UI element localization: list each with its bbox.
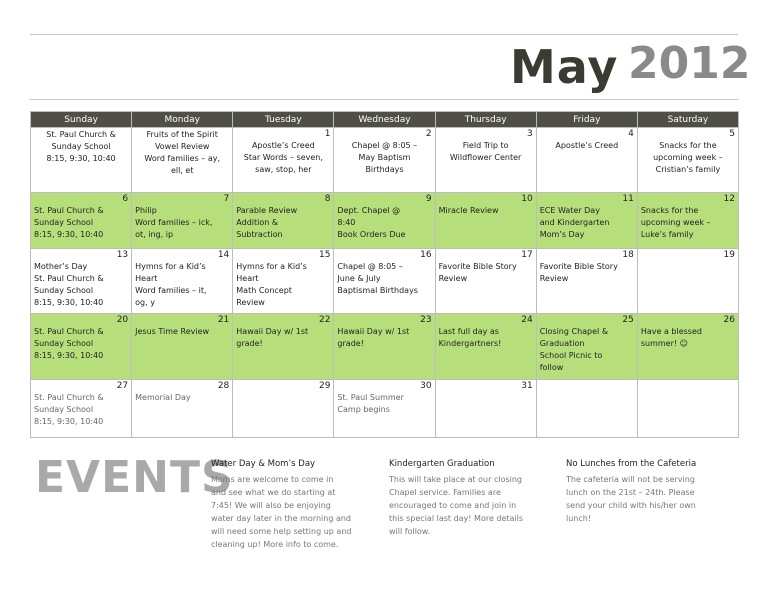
day-number: 22: [318, 315, 331, 325]
day-number: 9: [425, 194, 432, 204]
weekday-sunday: Sunday: [31, 112, 132, 128]
day-cell: [637, 314, 738, 380]
day-events: Hymns for a Kid’s Heart Word families – it, og, y: [135, 262, 207, 307]
weekday-header-row: [31, 112, 739, 128]
day-number: 3: [526, 129, 533, 139]
day-number: 4: [628, 129, 634, 139]
event-heading: Kindergarten Graduation: [389, 459, 495, 469]
day-cell: [31, 314, 132, 380]
day-cell: [233, 380, 334, 438]
day-cell: [334, 314, 435, 380]
day-events: Favorite Bible Story Review: [539, 262, 618, 283]
day-number: 27: [116, 381, 129, 391]
event-block: [211, 458, 381, 551]
day-number: 23: [420, 315, 432, 325]
calendar-grid: [30, 111, 739, 438]
event-heading: No Lunches from the Cafeteria: [566, 459, 697, 469]
day-events: Dept. Chapel @ 8:40 Book Orders Due: [337, 206, 406, 239]
day-events: Chapel @ 8:05 – May Baptism Birthdays: [351, 141, 418, 174]
day-number: 16: [420, 250, 432, 260]
week-row-1: [31, 128, 739, 193]
day-number: 18: [622, 250, 634, 260]
day-cell: [132, 380, 233, 438]
weekday-tuesday: Tuesday: [233, 112, 334, 128]
day-number: 21: [217, 315, 230, 325]
day-number: 20: [116, 315, 129, 325]
day-number: 5: [729, 129, 735, 139]
day-events: Last full day as Kindergartners!: [438, 327, 502, 348]
day-cell: [637, 380, 738, 438]
day-cell: [536, 249, 637, 314]
day-events: St. Paul Church & Sunday School 8:15, 9:30, 10:40: [34, 393, 104, 426]
day-number: 10: [521, 194, 533, 204]
weekday-thursday: Thursday: [435, 112, 536, 128]
day-number: 12: [723, 194, 735, 204]
day-cell: [536, 314, 637, 380]
weekday-saturday: Saturday: [637, 112, 738, 128]
day-cell: [233, 128, 334, 193]
weekday-monday: Monday: [132, 112, 233, 128]
month-title: May: [510, 40, 619, 94]
day-number: 29: [318, 381, 331, 391]
weekday-friday: Friday: [536, 112, 637, 128]
week-row-2: [31, 193, 739, 249]
day-number: 30: [420, 381, 432, 391]
top-rule: [30, 34, 738, 35]
day-events: St. Paul Church & Sunday School 8:15, 9:30, 10:40: [34, 206, 104, 239]
day-number: 14: [217, 250, 230, 260]
event-body: This will take place at our closing Chapel service. Families are encouraged to come and join in this special last day! More details will follow.: [389, 475, 524, 536]
day-events: Apostle’s Creed Star Words – seven, saw, stop, her: [243, 141, 323, 174]
day-cell: [637, 249, 738, 314]
day-cell: [435, 249, 536, 314]
events-title: EVENTS: [35, 452, 234, 503]
day-cell: [536, 193, 637, 249]
day-events: Snacks for the upcoming week – Luke’s family: [640, 206, 711, 239]
day-events: Chapel @ 8:05 – June & July Baptismal Birthdays: [337, 262, 418, 295]
day-cell: [233, 314, 334, 380]
day-cell: [637, 193, 738, 249]
day-cell: [132, 249, 233, 314]
day-events: Hymns for a Kid’s Heart Math Concept Review: [236, 262, 307, 307]
day-events: Parable Review Addition & Subtraction: [236, 206, 298, 239]
day-cell: [334, 193, 435, 249]
event-block: [566, 458, 738, 525]
week-row-3: [31, 249, 739, 314]
day-cell: [637, 128, 738, 193]
day-cell: [31, 380, 132, 438]
day-cell: [435, 314, 536, 380]
day-cell: [435, 193, 536, 249]
day-events: Apostle’s Creed: [555, 141, 619, 150]
day-events: Hawaii Day w/ 1st grade!: [337, 327, 410, 348]
day-cell: [233, 249, 334, 314]
event-body: Moms are welcome to come in and see what we do starting at 7:45! We will also be enjoying water day later in the morning and will need some help setting up and cleaning up! More info to come.: [211, 475, 352, 549]
day-cell: [334, 380, 435, 438]
day-events: Miracle Review: [438, 206, 499, 215]
day-number: 17: [521, 250, 533, 260]
day-number: 6: [122, 194, 129, 204]
event-body: The cafeteria will not be serving lunch on the 21st – 24th. Please send your child with his/her own lunch!: [566, 475, 696, 523]
day-cell: [435, 380, 536, 438]
week-row-5: [31, 380, 739, 438]
day-number: 24: [521, 315, 533, 325]
day-number: 8: [324, 194, 331, 204]
event-block: [389, 458, 559, 538]
day-cell: [435, 128, 536, 193]
day-events: Philip Word families – ick, ot, ing, ip: [135, 206, 213, 239]
day-events: St. Paul Church & Sunday School 8:15, 9:30, 10:40: [34, 327, 104, 360]
day-cell: [334, 249, 435, 314]
year-title: 2012: [628, 38, 751, 89]
day-events: ECE Water Day and Kindergarten Mom’s Day: [539, 206, 610, 239]
day-number: 2: [425, 129, 432, 139]
day-events: Field Trip to Wildflower Center: [449, 141, 522, 162]
day-cell: [132, 314, 233, 380]
day-events: Mother’s Day St. Paul Church & Sunday School 8:15, 9:30, 10:40: [34, 262, 104, 307]
day-number: 7: [223, 194, 230, 204]
day-number: 13: [116, 250, 129, 260]
day-cell: [31, 128, 132, 193]
day-events: Closing Chapel & Graduation School Picnic to follow: [539, 327, 609, 372]
header-rule: [30, 99, 738, 100]
day-events: Snacks for the upcoming week – Cristian’s family: [653, 141, 723, 174]
day-number: 1: [324, 129, 331, 139]
day-cell: [31, 193, 132, 249]
day-number: 26: [723, 315, 735, 325]
day-cell: [233, 193, 334, 249]
weekday-wednesday: Wednesday: [334, 112, 435, 128]
day-events: Memorial Day: [135, 393, 191, 402]
day-number: 25: [622, 315, 634, 325]
day-cell: [536, 380, 637, 438]
event-heading: Water Day & Mom’s Day: [211, 459, 316, 469]
day-events: Have a blessed summer! ☺: [640, 327, 702, 348]
day-events: St. Paul Summer Camp begins: [337, 393, 404, 414]
day-cell: [132, 128, 233, 193]
day-number: 19: [723, 250, 735, 260]
day-events: Favorite Bible Story Review: [438, 262, 517, 283]
day-number: 31: [521, 381, 533, 391]
day-cell: [536, 128, 637, 193]
day-events: Fruits of the Spirit Vowel Review Word families – ay, ell, et: [144, 130, 221, 175]
day-cell: [132, 193, 233, 249]
day-number: 11: [622, 194, 634, 204]
day-cell: [31, 249, 132, 314]
day-events: Jesus Time Review: [135, 327, 210, 336]
day-number: 28: [217, 381, 230, 391]
day-events: Hawaii Day w/ 1st grade!: [236, 327, 309, 348]
day-cell: [334, 128, 435, 193]
day-number: 15: [318, 250, 331, 260]
day-events: St. Paul Church & Sunday School 8:15, 9:30, 10:40: [46, 130, 116, 163]
week-row-4: [31, 314, 739, 380]
